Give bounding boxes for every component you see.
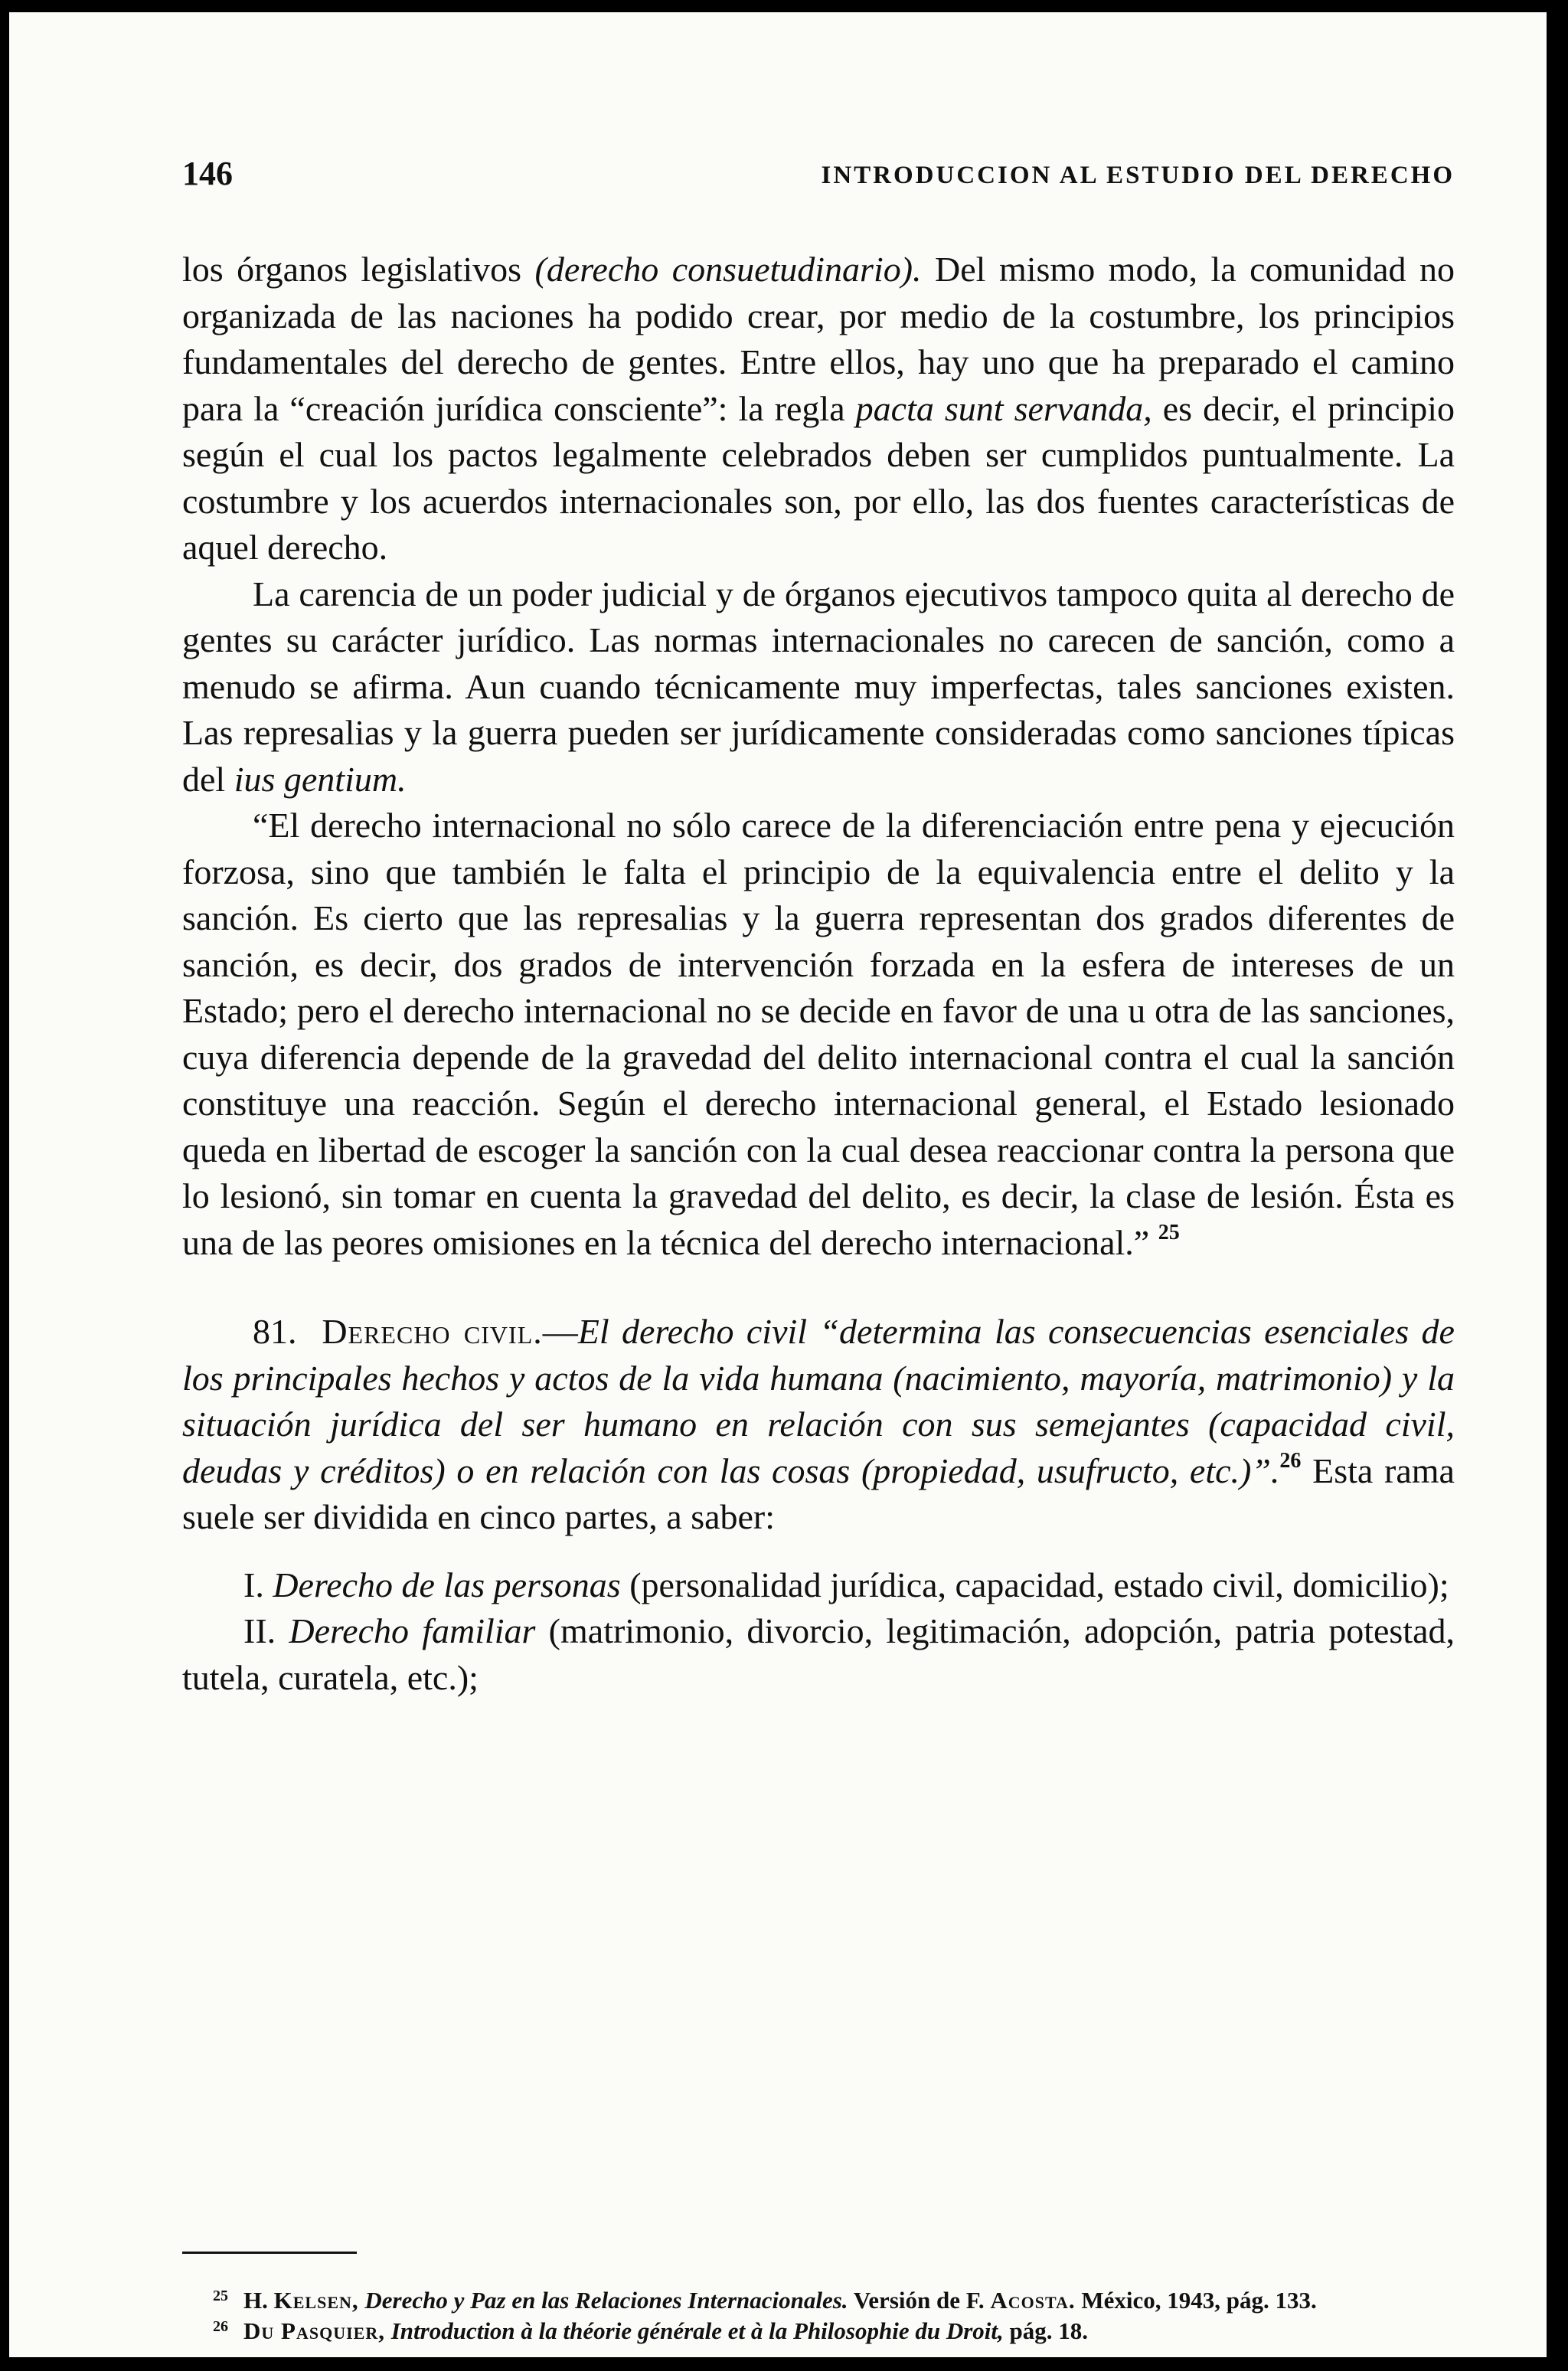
italic-run: (derecho consuetudinario). bbox=[534, 250, 922, 289]
running-title: INTRODUCCION AL ESTUDIO DEL DERECHO bbox=[821, 162, 1455, 189]
text-run: Versión de F. bbox=[848, 2287, 991, 2314]
italic-run: El derecho civil “determina las consecuencias esenciales de los principales hechos y actos de la vida humana (nacimiento, mayoría, matrimonio) y la situación jurídica del ser humano en relación con sus semejantes (capacidad civil, deudas y créditos) o en relación con las cosas (propiedad, usufructo, etc.)”. bbox=[182, 1312, 1455, 1490]
list-title: Derecho de las personas bbox=[273, 1565, 621, 1604]
list-text: (matrimonio, divorcio, legitimación, adopción, patria potestad, tutela, curatela, etc.); bbox=[182, 1611, 1455, 1697]
page-number: 146 bbox=[182, 155, 233, 192]
text-run: pág. 18. bbox=[1003, 2317, 1089, 2344]
book-page bbox=[9, 12, 1547, 2357]
body-text bbox=[182, 247, 1455, 1701]
footnote-reference: 26 bbox=[1279, 1448, 1302, 1473]
footnote bbox=[182, 2285, 1455, 2316]
paragraph bbox=[182, 571, 1455, 803]
footnote-divider bbox=[182, 2252, 357, 2254]
text-run: Del mismo modo, la comunidad no organizada de las naciones ha podido crear, por medio de la costumbre, los principios fundamentales del derecho de gentes. Entre ellos, hay uno que ha preparado el camino para la “creación jurídica consciente”: la regla bbox=[182, 250, 1455, 428]
footnote-author: Du Pasquier, bbox=[243, 2317, 385, 2344]
quoted-paragraph bbox=[182, 803, 1455, 1266]
list-number: I. bbox=[243, 1565, 264, 1604]
list-number: II. bbox=[243, 1611, 276, 1650]
list-text: (personalidad jurídica, capacidad, estado civil, domicilio); bbox=[620, 1565, 1449, 1604]
text-run: Esta rama suele ser dividida en cinco partes, a saber: bbox=[182, 1450, 1455, 1536]
footnotes bbox=[182, 2285, 1455, 2346]
list-title: Derecho familiar bbox=[289, 1611, 536, 1650]
italic-run: ius gentium. bbox=[234, 759, 407, 799]
footnote-reference: 25 bbox=[1158, 1220, 1180, 1244]
paragraph bbox=[182, 247, 1455, 571]
text-run: los órganos legislativos bbox=[182, 250, 535, 289]
footnote-mark: 26 bbox=[213, 2318, 228, 2335]
footnote-title: Introduction à la théorie générale et à la Philosophie du Droit, bbox=[390, 2317, 1004, 2344]
footnote bbox=[182, 2316, 1455, 2346]
text-run: “El derecho internacional no sólo carece de la diferenciación entre pena y ejecución forzosa, sino que también le falta el principio de la equivalencia entre el delito y la sanción. Es cierto que las represalias y la guerra representan dos grados diferentes de sanción, es decir, dos grados de intervención forzada en la esfera de intereses de un Estado; pero el derecho internacional no se decide en favor de una u otra de las sanciones, cuya diferencia depende de la gravedad del delito internacional contra el cual la sanción constituye una reacción. Según el derecho internacional general, el Estado lesionado queda en libertad de escoger la sanción con la cual desea reaccionar contra la persona que lo lesionó, sin tomar en cuenta la gravedad del delito, es decir, la clase de lesión. Ésta es una de las peores omisiones en la técnica del derecho internacional.” bbox=[182, 806, 1455, 1262]
footnote-mark: 25 bbox=[213, 2288, 228, 2304]
text-run: La carencia de un poder judicial y de órganos ejecutivos tampoco quita al derecho de gentes su carácter jurídico. Las normas internacionales no carecen de sanción, como a menudo se afirma. Aun cuando técnicamente muy imperfectas, tales sanciones existen. Las represalias y la guerra pueden ser jurídicamente consideradas como sanciones típicas del bbox=[182, 574, 1455, 799]
section-paragraph bbox=[182, 1309, 1455, 1541]
list-item bbox=[182, 1562, 1455, 1609]
section-heading: Derecho civil. bbox=[322, 1312, 543, 1351]
text-run: México, 1943, pág. 133. bbox=[1075, 2287, 1317, 2314]
running-head bbox=[182, 154, 1455, 200]
italic-run: pacta sunt servanda, bbox=[855, 388, 1152, 428]
text-run: H. bbox=[243, 2287, 274, 2314]
footnote-title: Derecho y Paz en las Relaciones Internacionales. bbox=[364, 2287, 848, 2314]
em-dash: — bbox=[542, 1312, 578, 1351]
list-item bbox=[182, 1608, 1455, 1701]
footnote-author: Kelsen, bbox=[273, 2287, 359, 2314]
footnote-translator: Acosta. bbox=[990, 2287, 1076, 2314]
section-number: 81. bbox=[253, 1312, 297, 1351]
text-run: es decir, el principio según el cual los pactos legalmente celebrados deben ser cumplidos puntualmente. La costumbre y los acuerdos internacionales son, por ello, las dos fuentes características de aquel derecho. bbox=[182, 388, 1455, 567]
